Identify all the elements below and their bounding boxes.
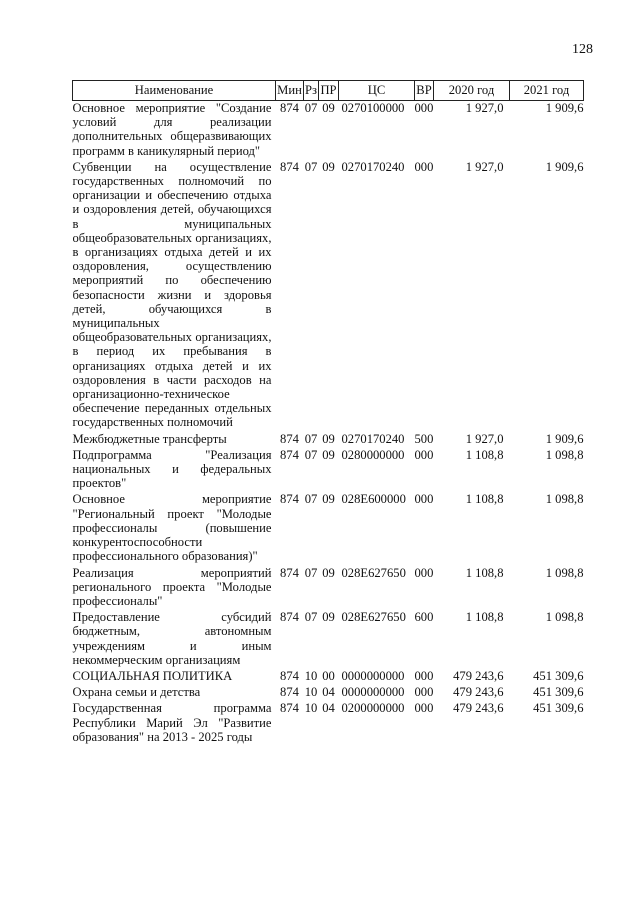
row-name: Основное мероприятие "Региональный проект "Молодые профессионалы (повышение конкурентоспособности профессионального образования)"	[72, 492, 272, 564]
table-body	[73, 101, 584, 746]
row-2020: 479 243,6	[453, 701, 504, 716]
row-2021: 1 098,8	[545, 565, 584, 580]
table-row	[73, 101, 584, 160]
row-cs: 028Е600000	[341, 492, 406, 507]
header-cs: ЦС	[339, 81, 415, 101]
row-2020: 1 108,8	[465, 492, 504, 507]
row-2021: 1 909,6	[545, 431, 584, 446]
row-name: Предоставление субсидий бюджетным, автономным учреждениям и иным некоммерческим организациям	[72, 610, 272, 667]
page-number: 128	[572, 42, 593, 57]
row-vr: 000	[414, 701, 434, 716]
table-row	[73, 432, 584, 448]
row-rz: 07	[304, 447, 318, 462]
budget-table	[72, 80, 584, 746]
row-name: Подпрограмма "Реализация национальных и федеральных проектов"	[72, 447, 272, 491]
row-vr: 000	[414, 159, 434, 174]
row-pr: 09	[322, 431, 335, 446]
row-vr: 000	[414, 447, 434, 462]
table-row	[73, 160, 584, 432]
table-header	[73, 81, 584, 101]
row-name: Охрана семьи и детства	[72, 685, 201, 700]
row-name: СОЦИАЛЬНАЯ ПОЛИТИКА	[72, 668, 233, 683]
row-2020: 1 927,0	[465, 101, 504, 115]
row-pr: 09	[322, 447, 335, 462]
row-vr: 000	[414, 565, 434, 580]
row-pr: 00	[322, 668, 335, 683]
row-min: 874	[280, 701, 299, 716]
row-2021: 1 909,6	[545, 101, 584, 115]
row-name: Субвенции на осуществление государственных полномочий по организации и обеспечению отдыха и оздоровления детей, обучающихся в муниципальных общеобразовательных организациях, в организациях отдыха детей и их оздоровления, осуществлению мероприятий по обеспечению безопасности жизни и здоровья детей, обучающихся в муниципальных общеобразовательных организациях, в период их пребывания в организациях отдыха детей и их оздоровления в части расходов на организационно-техническое обеспечение переданных отдельных государственных полномочий	[72, 159, 272, 430]
row-name: Межбюджетные трансферты	[72, 431, 227, 446]
row-rz: 07	[304, 492, 318, 507]
table-row	[73, 669, 584, 685]
row-cs: 0200000000	[341, 701, 405, 716]
row-min: 874	[280, 668, 299, 683]
row-vr: 000	[414, 685, 434, 700]
row-min: 874	[280, 101, 299, 115]
header-pr: ПР	[319, 81, 339, 101]
row-rz: 07	[304, 610, 318, 625]
row-2021: 451 309,6	[533, 668, 584, 683]
row-cs: 028Е627650	[341, 565, 406, 580]
row-2020: 1 108,8	[465, 610, 504, 625]
row-min: 874	[280, 685, 299, 700]
row-min: 874	[280, 431, 299, 446]
row-rz: 07	[304, 101, 318, 115]
row-cs: 0270170240	[341, 431, 405, 446]
row-vr: 600	[414, 610, 434, 625]
row-pr: 09	[322, 492, 335, 507]
table-row	[73, 685, 584, 701]
row-pr: 09	[322, 565, 335, 580]
row-pr: 09	[322, 159, 335, 174]
row-pr: 04	[322, 685, 335, 700]
row-2021: 451 309,6	[533, 685, 584, 700]
header-name: Наименование	[73, 81, 276, 101]
row-rz: 07	[304, 159, 318, 174]
header-min: Мин	[276, 81, 304, 101]
row-vr: 500	[414, 431, 434, 446]
row-rz: 07	[304, 431, 318, 446]
row-vr: 000	[414, 101, 434, 115]
row-2021: 1 909,6	[545, 159, 584, 174]
row-min: 874	[280, 447, 299, 462]
row-rz: 10	[304, 701, 318, 716]
row-rz: 10	[304, 685, 318, 700]
table-row	[73, 701, 584, 746]
row-name: Реализация мероприятий регионального проекта "Молодые профессионалы"	[72, 565, 272, 608]
table-row	[73, 610, 584, 669]
table-row	[73, 492, 584, 565]
row-min: 874	[280, 565, 299, 580]
row-min: 874	[280, 492, 299, 507]
row-name: Государственная программа Республики Марий Эл "Развитие образования" на 2013 - 2025 годы	[72, 701, 272, 744]
header-rz: Рз	[304, 81, 319, 101]
row-2020: 1 927,0	[465, 159, 504, 174]
row-pr: 09	[322, 101, 335, 115]
row-rz: 10	[304, 668, 318, 683]
row-cs: 0000000000	[341, 685, 405, 700]
row-2021: 1 098,8	[545, 447, 584, 462]
header-2020: 2020 год	[434, 81, 510, 101]
row-vr: 000	[414, 668, 434, 683]
row-min: 874	[280, 610, 299, 625]
header-2021: 2021 год	[510, 81, 584, 101]
row-cs: 0000000000	[341, 668, 405, 683]
row-min: 874	[280, 159, 299, 174]
row-2020: 1 927,0	[465, 431, 504, 446]
row-cs: 0270100000	[341, 101, 405, 115]
table-row	[73, 566, 584, 611]
row-2020: 479 243,6	[453, 685, 504, 700]
row-rz: 07	[304, 565, 318, 580]
table-row	[73, 448, 584, 493]
row-2020: 479 243,6	[453, 668, 504, 683]
row-cs: 028Е627650	[341, 610, 406, 625]
row-2020: 1 108,8	[465, 447, 504, 462]
row-name: Основное мероприятие "Создание условий для реализации дополнительных общеразвивающих программ в каникулярный период"	[72, 101, 272, 158]
row-pr: 04	[322, 701, 335, 716]
row-pr: 09	[322, 610, 335, 625]
header-vr: ВР	[415, 81, 434, 101]
row-vr: 000	[414, 492, 434, 507]
row-cs: 0280000000	[341, 447, 405, 462]
row-2020: 1 108,8	[465, 565, 504, 580]
row-2021: 1 098,8	[545, 492, 584, 507]
row-cs: 0270170240	[341, 159, 405, 174]
row-2021: 1 098,8	[545, 610, 584, 625]
row-2021: 451 309,6	[533, 701, 584, 716]
